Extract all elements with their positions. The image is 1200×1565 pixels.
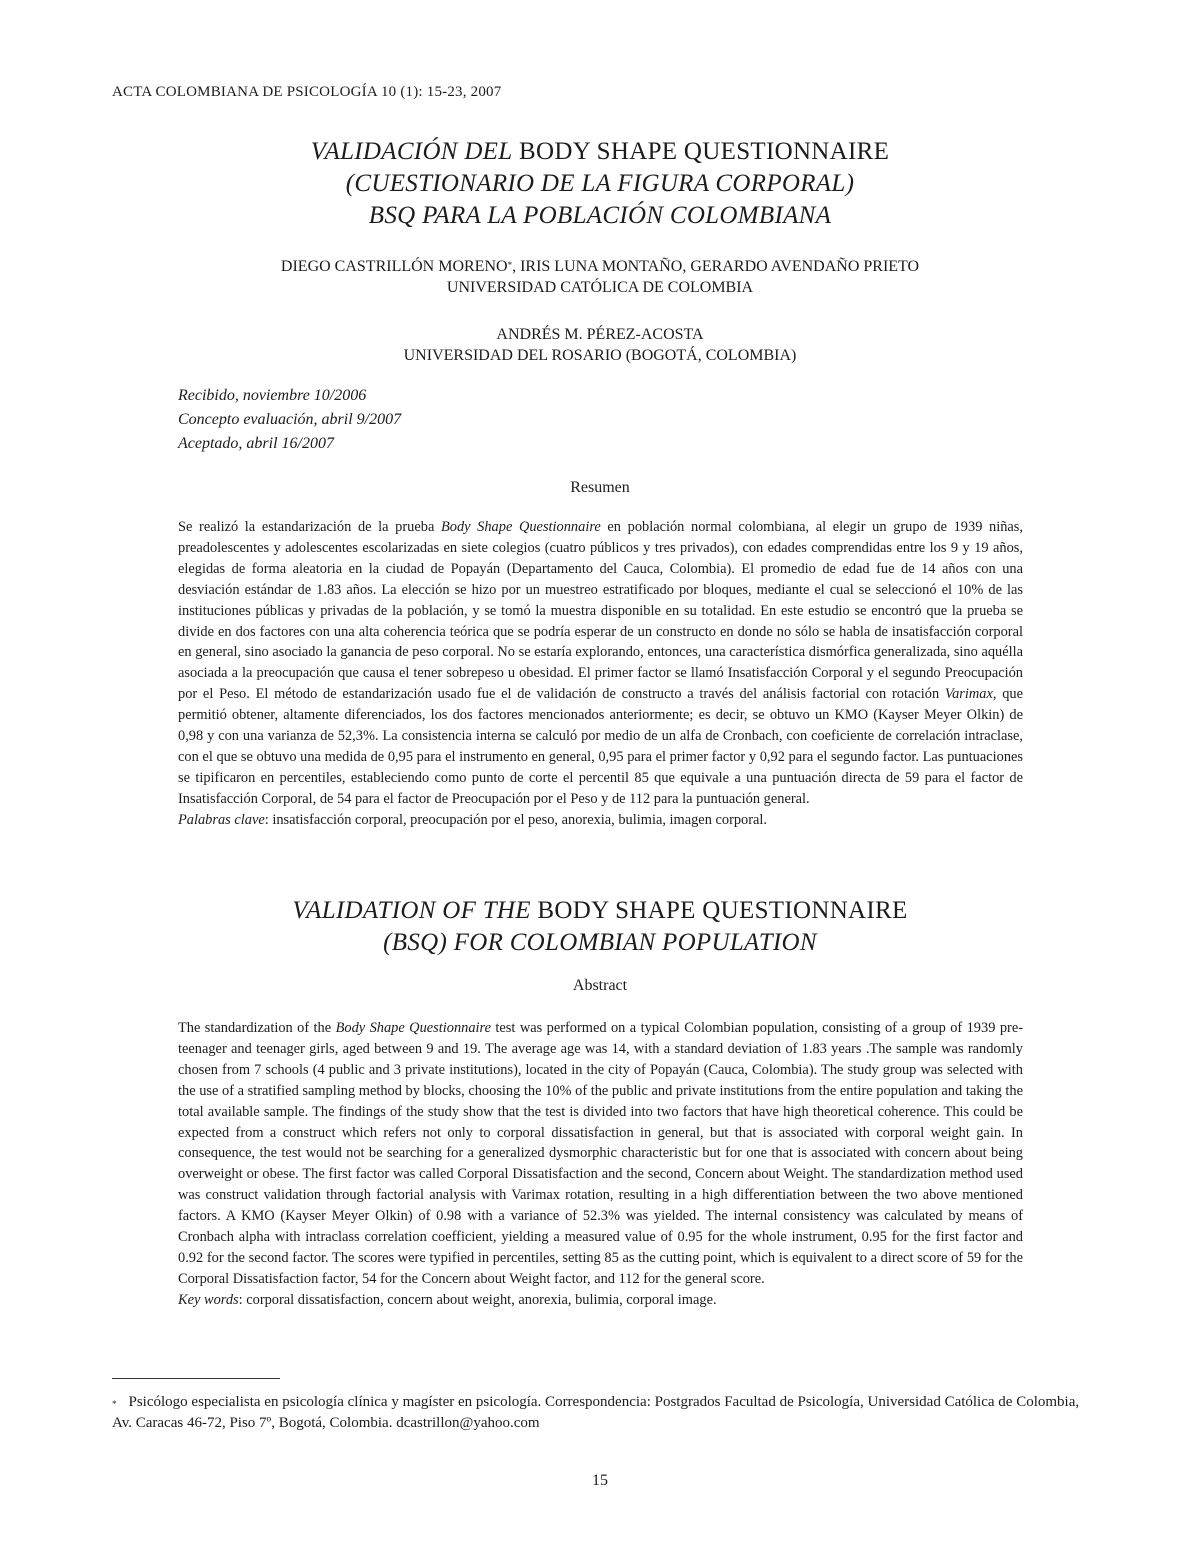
date-accepted: Aceptado, abril 16/2007 [178, 435, 334, 452]
en-title-line-1 [0, 895, 1200, 927]
page-number: 15 [592, 1472, 608, 1489]
resumen-text-3: , que permitió obtener, altamente diferenciados, los dos factores mencionados anteriormente; es decir, se obtuvo un KMO (Kayser Meyer Olkin) de 0,98 y con una varianza de 52,3%. La consistencia interna se calculó por medio de un alfa de Cronbach, con coeficiente de correlación intraclase, con el que se obtuvo una medida de 0,95 para el instrumento en general, 0,95 para el primer factor y 0,92 para el segundo factor. Las puntuaciones se tipificaron en percentiles, estableciendo como punto de corte el percentil 85 que equivale a una puntuación directa de 59 para el factor de Insatisfacción Corporal, de 54 para el factor de Preocupación por el Peso y de 112 para la puntuación general. [178, 686, 1023, 807]
date-evaluated: Concepto evaluación, abril 9/2007 [178, 411, 402, 428]
en-title-roman-part: BODY SHAPE QUESTIONNAIRE [537, 897, 908, 924]
abstract-body [178, 1018, 1023, 1311]
author-2: ANDRÉS M. PÉREZ-ACOSTA [496, 326, 704, 343]
title-line-1 [0, 136, 1200, 168]
en-title-line-2: (BSQ) FOR COLOMBIAN POPULATION [383, 929, 817, 956]
resumen-italic-2: Varimax [944, 686, 993, 703]
abstract-italic-1: Body Shape Questionnaire [335, 1020, 491, 1036]
journal-header: ACTA COLOMBIANA DE PSICOLOGÍA 10 (1): 15-23, 2007 [112, 84, 502, 100]
key-words [178, 1290, 1023, 1311]
footnote-divider [112, 1378, 280, 1379]
title-italic-part: VALIDACIÓN DEL [310, 138, 513, 165]
resumen-text-2: en población normal colombiana, al elegir un grupo de 1939 niñas, preadolescentes y adolescentes escolarizadas en siete colegios (cuatro públicos y tres privados), con edades comprendidas entre los 9 y 19 años, elegidas de forma aleatoria en la ciudad de Popayán (Departamento del Cauca, Colombia). El promedio de edad fue de 14 años con una desviación estándar de 1.83 años. La elección se hizo por un muestreo estratificado por bloques, mediante el cual se seleccionó el 10% de las instituciones públicas y privadas de la población, y se tomó la muestra disponible en su totalidad. En este estudio se encontró que la prueba se divide en dos factores con una alta coherencia teórica que se podría esperar de un constructo en donde no sólo se habla de insatisfacción corporal en general, sino asociado la ganancia de peso corporal. No se estaría explorando, entonces, una característica dismórfica generalizada, sino aquélla asociada a la preocupación que causa el tener sobrepeso u obesidad. El primer factor se llamó Insatisfacción Corporal y el segundo Preocupación por el Peso. El método de estandarización usado fue el de validación de constructo a través del análisis factorial con rotación [178, 519, 1024, 703]
key-words-text: : corporal dissatisfaction, concern about weight, anorexia, bulimia, corporal image. [238, 1291, 717, 1308]
resumen-italic-1: Body Shape Questionnaire [440, 519, 601, 535]
abstract-heading: Abstract [572, 977, 628, 994]
author-others: , IRIS LUNA MONTAÑO, GERARDO AVENDAÑO PRIETO [512, 258, 920, 275]
title-line-2: (CUESTIONARIO DE LA FIGURA CORPORAL) [345, 170, 855, 197]
footnote-mark: * [112, 1399, 117, 1409]
title-roman-part: BODY SHAPE QUESTIONNAIRE [519, 138, 890, 165]
article-dates [178, 384, 401, 456]
resumen-body [178, 517, 1023, 831]
footnote [112, 1392, 1092, 1434]
affiliation-2: UNIVERSIDAD DEL ROSARIO (BOGOTÁ, COLOMBIA) [403, 347, 797, 364]
palabras-clave [178, 810, 1023, 831]
footnote-marker: * [507, 260, 513, 270]
author-primary: DIEGO CASTRILLÓN MORENO [280, 258, 508, 275]
date-received: Recibido, noviembre 10/2006 [178, 387, 367, 404]
affiliation-1: UNIVERSIDAD CATÓLICA DE COLOMBIA [446, 279, 754, 296]
english-title [0, 895, 1200, 959]
resumen-text-1: Se realizó la estandarización de la prueba [178, 519, 441, 535]
en-title-italic-part: VALIDATION OF THE [292, 897, 531, 924]
abstract-text-1: The standardization of the [178, 1020, 336, 1036]
palabras-clave-label: Palabras clave [178, 811, 265, 828]
authors-line [0, 256, 1200, 277]
spanish-title [0, 136, 1200, 232]
title-line-3: BSQ PARA LA POBLACIÓN COLOMBIANA [368, 202, 832, 229]
authors-group-2 [0, 324, 1200, 366]
abstract-text-2: test was performed on a typical Colombian population, consisting of a group of 1939 pre-teenager and teenager girls, aged between 9 and 19. The average age was 14, with a standard deviation of 1.83 years .The sample was randomly chosen from 7 schools (4 public and 3 private institutions), located in the city of Popayán (Cauca, Colombia). The study group was selected with the use of a stratified sampling method by blocks, choosing the 10% of the public and private institutions from the entire population and taking the total available sample. The findings of the study show that the test is divided into two factors that have high theoretical coherence. This could be expected from a construct which refers not only to corporal dissatisfaction in general, but that is associated with corporal weight gain. In consequence, the test would not be searching for a generalized dysmorphic characteristic but for one that is associated with concern about being overweight or obese. The first factor was called Corporal Dissatisfaction and the second, Concern about Weight. The standardization method used was construct validation through factorial analysis with Varimax rotation, resulting in a high differentiation between the two above mentioned factors. A KMO (Kayser Meyer Olkin) of 0.98 with a variance of 52.3% was yielded. The internal consistency was calculated by means of Cronbach alpha with intraclass correlation coefficient, yielding a measured value of 0.95 for the whole instrument, 0.95 for the first factor and 0.92 for the second factor. The scores were typified in percentiles, setting 85 as the cutting point, which is equivalent to a direct score of 59 for the Corporal Dissatisfaction factor, 54 for the Concern about Weight factor, and 112 for the general score. [178, 1020, 1023, 1287]
palabras-clave-text: : insatisfacción corporal, preocupación por el peso, anorexia, bulimia, imagen corporal. [264, 811, 768, 828]
authors-group-1 [0, 256, 1200, 298]
key-words-label: Key words [178, 1291, 239, 1308]
footnote-text: Psicólogo especialista en psicología clínica y magíster en psicología. Correspondencia: Postgrados Facultad de Psicología, Universidad Católica de Colombia, Av. Caracas 46-72, Piso 7º, Bogotá, Colombia. dcastrillon@yahoo.com [112, 1394, 1080, 1431]
resumen-heading: Resumen [570, 479, 630, 496]
